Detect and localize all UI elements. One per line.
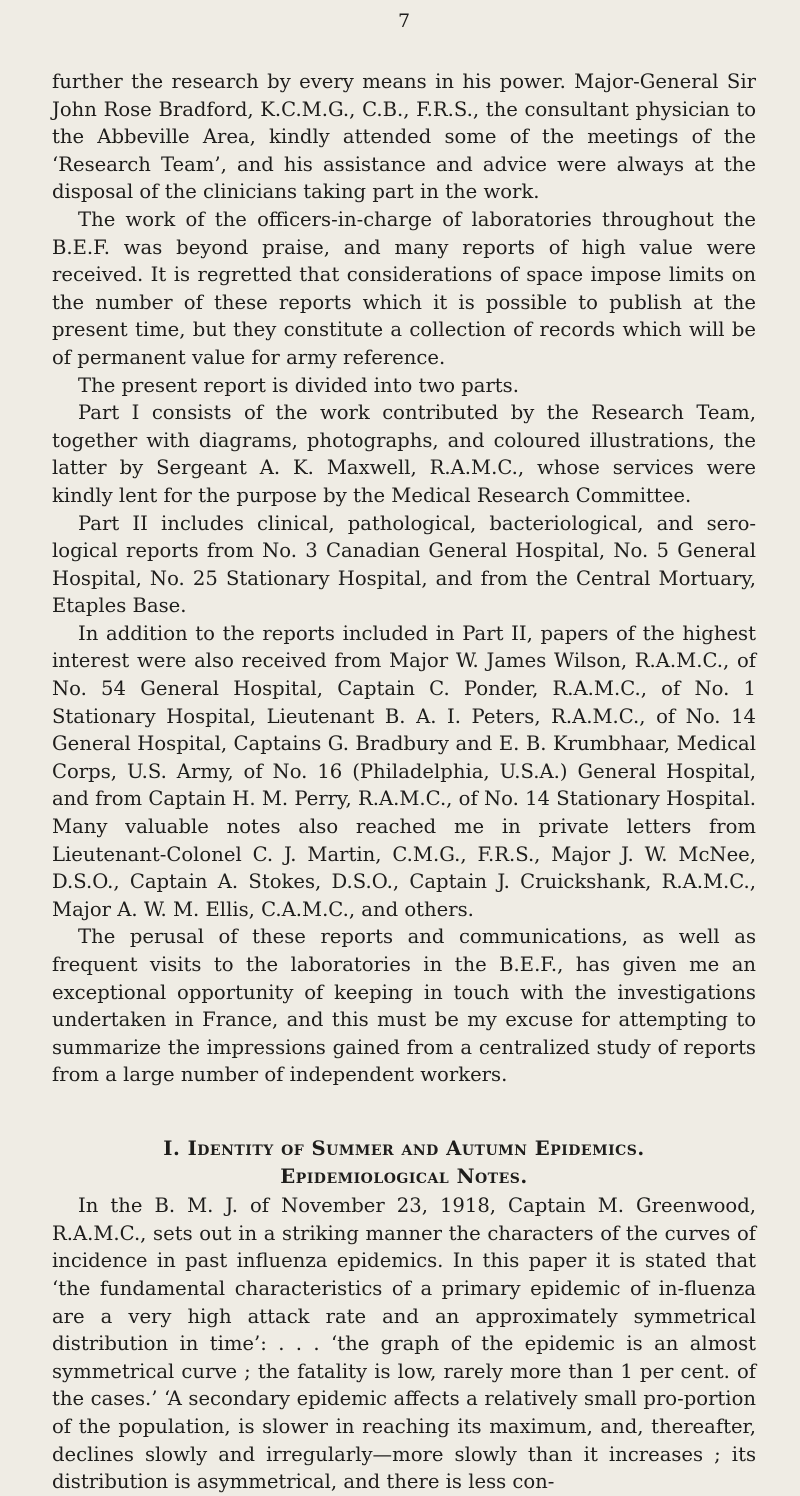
paragraph: The work of the officers-in-charge of laboratories throughout the B.E.F. was beyond praise, and many reports of high value were received. It is regretted that considerations of space impose limits on the number of these reports which it is possible to publish at the present time, but they constitute a collection of records which will be of permanent value for army reference.: [52, 207, 756, 369]
paragraph: The perusal of these reports and communications, as well as frequent visits to the laboratories in the B.E.F., has given me an exceptional opportunity of keeping in touch with the investigations undertaken in France, and this must be my excuse for attempting to summarize the impressions gained from a centralized study of reports from a large number of independent workers.: [52, 925, 756, 1087]
body-text: [52, 68, 756, 1496]
section-subheading: Epidemiological Notes.: [280, 1164, 528, 1188]
section-heading: I. Identity of Summer and Autumn Epidemics.: [163, 1136, 645, 1160]
paragraph: In the B. M. J. of November 23, 1918, Captain M. Greenwood, R.A.M.C., sets out in a striking manner the characters of the curves of incidence in past influenza epidemics. In this paper it is stated that ‘the fundamental characteristics of a primary epidemic of in-fluenza are a very high attack rate and an approximately symmetrical distribution in time’: . . . ‘the graph of the epidemic is an almost symmetrical curve ; the fatality is low, rarely more than 1 per cent. of the cases.’ ‘A secondary epidemic affects a relatively small pro-portion of the population, is slower in reaching its maximum, and, thereafter, declines slowly and irregularly—more slowly than it increases ; its distribution is asymmetrical, and there is less con-: [52, 1194, 756, 1494]
paragraph: Part II includes clinical, pathological, bacteriological, and sero-logical reports from No. 3 Canadian General Hospital, No. 5 General Hospital, No. 25 Stationary Hospital, and from the Central Mortuary, Etaples Base.: [52, 511, 756, 618]
paragraph: further the research by every means in his power. Major-General Sir John Rose Bradford, K.C.M.G., C.B., F.R.S., the consultant physician to the Abbeville Area, kindly attended some of the meetings of the ‘Research Team’, and his assistance and advice were always at the disposal of the clinicians taking part in the work.: [52, 70, 756, 204]
paragraph: In addition to the reports included in Part II, papers of the highest interest were also received from Major W. James Wilson, R.A.M.C., of No. 54 General Hospital, Captain C. Ponder, R.A.M.C., of No. 1 Stationary Hospital, Lieutenant B. A. I. Peters, R.A.M.C., of No. 14 General Hospital, Captains G. Bradbury and E. B. Krumbhaar, Medical Corps, U.S. Army, of No. 16 (Philadelphia, U.S.A.) General Hospital, and from Captain H. M. Perry, R.A.M.C., of No. 14 Stationary Hospital. Many valuable notes also reached me in private letters from Lieutenant-Colonel C. J. Martin, C.M.G., F.R.S., Major J. W. McNee, D.S.O., Captain A. Stokes, D.S.O., Captain J. Cruickshank, R.A.M.C., Major A. W. M. Ellis, C.A.M.C., and others.: [52, 621, 756, 921]
paragraph: Part I consists of the work contributed by the Research Team, together with diagrams, photographs, and coloured illustrations, the latter by Sergeant A. K. Maxwell, R.A.M.C., whose services were kindly lent for the purpose by the Medical Research Committee.: [52, 401, 756, 507]
page-number: 7: [398, 10, 411, 32]
paragraph: The present report is divided into two parts.: [78, 373, 519, 397]
